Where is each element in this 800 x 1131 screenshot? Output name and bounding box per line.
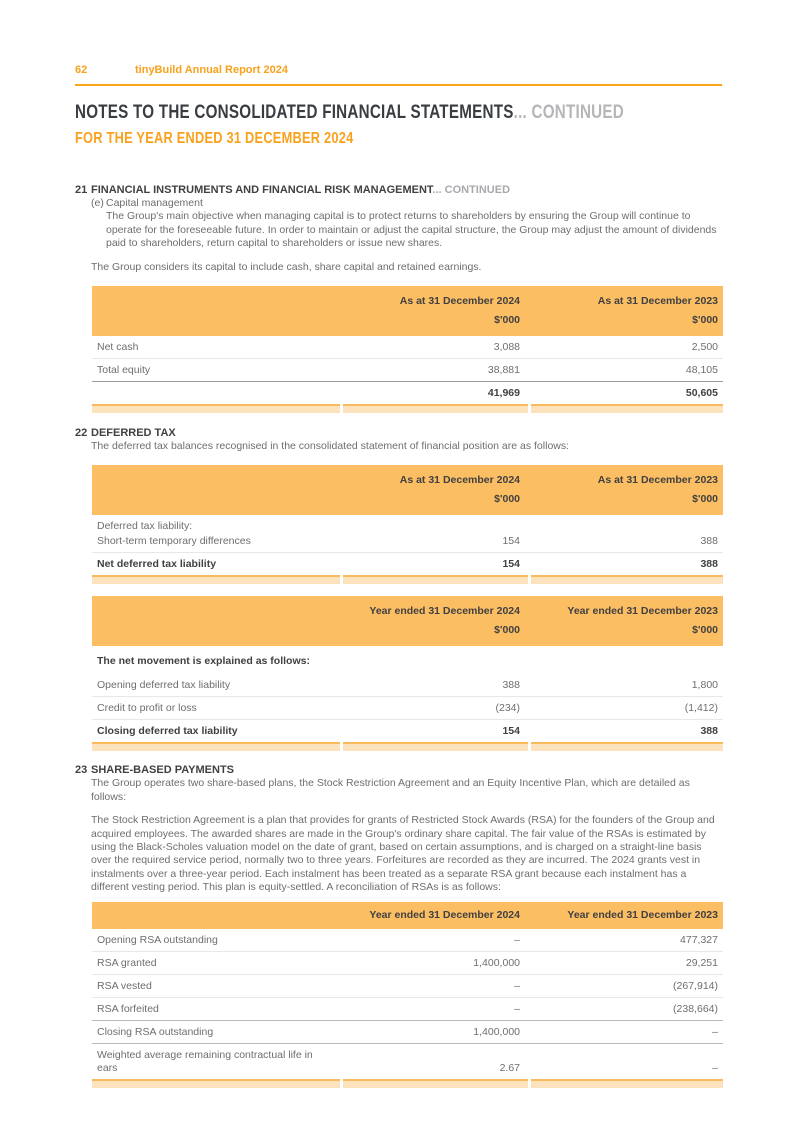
cell-value: –	[525, 1043, 723, 1079]
column-header: $'000	[525, 621, 723, 646]
cell-value	[340, 646, 525, 674]
cell-value: (234)	[340, 697, 525, 720]
row-label: Net cash	[92, 336, 340, 359]
header-spacer-cell	[92, 311, 340, 336]
header-spacer-cell	[92, 286, 340, 311]
cell-value: 388	[340, 674, 525, 697]
section-21	[75, 184, 722, 413]
capital-management-paragraph: The Group's main objective when managing capital is to protect returns to shareholders by ensuring the Group will continue to operate for the foreseeable future. In order to maintain or adjust the capital structure, the Group may adjust the amount of dividends paid to shareholders, return capital to shareholders or issue new shares.	[106, 210, 717, 250]
table-row	[92, 646, 723, 674]
section-22-title: DEFERRED TAX	[91, 427, 176, 440]
column-header: Year ended 31 December 2024	[340, 596, 525, 621]
header-spacer-cell	[92, 596, 340, 621]
capital-management-subheading	[91, 197, 722, 210]
row-label: Weighted average remaining contractual life in ears	[92, 1043, 340, 1079]
row-label: Net deferred tax liability	[92, 553, 340, 576]
row-label: The net movement is explained as follows:	[97, 655, 310, 668]
cell-value: 477,327	[525, 929, 723, 952]
deferred-tax-position-table	[92, 465, 723, 575]
share-plans-paragraph: The Group operates two share-based plans, the Stock Restriction Agreement and an Equity Incentive Plan, which are detailed as follows:	[91, 777, 690, 803]
table-row	[92, 336, 723, 359]
section-21-continued: ... CONTINUED	[432, 184, 511, 196]
subsection-title: Capital management	[106, 197, 203, 209]
cell-value: (1,412)	[525, 697, 723, 720]
column-header: As at 31 December 2023	[525, 465, 723, 490]
table-footer-bar	[92, 742, 723, 751]
section-21-number: 21	[75, 184, 88, 196]
cell-value: –	[340, 929, 525, 952]
page-number: 62	[75, 64, 88, 76]
column-header: As at 31 December 2023	[525, 286, 723, 311]
table-row	[92, 720, 723, 743]
table-row	[92, 359, 723, 382]
document-subtitle: FOR THE YEAR ENDED 31 DECEMBER 2024	[75, 130, 354, 147]
section-23	[75, 764, 722, 1087]
column-header: $'000	[340, 621, 525, 646]
rsa-description-paragraph: The Stock Restriction Agreement is a plan that provides for grants of Restricted Stock Awards (RSA) for the founders of the Group and acquired employees. The awarded shares are made in the Group's ordinary share capital. The fair value of the RSAs is estimated by using the Black-Scholes valuation model on the date of grant, based on certain assumptions, and is charged on a straight-line basis over the required service period, normally two to three years. Forfeitures are recorded as they are incurred. The 2024 grants vest in instalments over a three-year period. Each instalment has been treated as a separate RSA grant because each instalment has a different vesting period. This plan is equity-settled. A reconciliation of RSAs is as follows:	[91, 814, 715, 894]
section-23-number: 23	[75, 764, 88, 777]
cell-value: 154	[340, 515, 525, 553]
table-row	[92, 674, 723, 697]
running-header	[75, 64, 722, 86]
table-row	[92, 974, 723, 997]
cell-value: 154	[340, 720, 525, 743]
column-header: $'000	[340, 311, 525, 336]
header-spacer-cell	[92, 465, 340, 490]
cell-value: (238,664)	[673, 1002, 718, 1015]
cell-value	[525, 646, 723, 674]
cell-value: –	[514, 1002, 520, 1015]
table-row	[92, 997, 723, 1020]
subsection-letter: (e)	[91, 197, 104, 209]
column-header: As at 31 December 2024	[340, 465, 525, 490]
cell-value: 388	[525, 515, 723, 553]
deferred-tax-paragraph: The deferred tax balances recognised in the consolidated statement of financial position are as follows:	[91, 440, 570, 453]
section-23-title: SHARE-BASED PAYMENTS	[91, 764, 235, 777]
column-header: Year ended 31 December 2023	[525, 902, 723, 929]
section-23-body	[91, 777, 722, 894]
report-title: tinyBuild Annual Report 2024	[135, 64, 289, 76]
header-spacer-cell	[92, 621, 340, 646]
section-21-heading	[75, 184, 722, 197]
section-21-body	[91, 197, 722, 274]
rsa-reconciliation-table	[92, 902, 723, 1079]
table-row	[92, 951, 723, 974]
table-footer-bar	[92, 1079, 723, 1088]
table-footer-bar	[92, 575, 723, 584]
cell-value: –	[340, 974, 525, 997]
section-23-heading	[75, 764, 722, 777]
header-spacer-cell	[92, 902, 340, 929]
document-title-continued: ... CONTINUED	[513, 102, 624, 123]
table-row	[92, 1043, 723, 1079]
table-row	[92, 929, 723, 952]
cell-value: 2,500	[525, 336, 723, 359]
column-header: Year ended 31 December 2024	[340, 902, 525, 929]
row-label: Credit to profit or loss	[92, 697, 340, 720]
document-title	[75, 102, 722, 123]
column-header: $'000	[525, 490, 723, 515]
table-row	[92, 1020, 723, 1043]
row-label: RSA vested	[92, 974, 340, 997]
cell-value: 29,251	[525, 951, 723, 974]
section-22-body	[91, 440, 722, 453]
capital-management-paragraph-row	[91, 210, 722, 250]
cell-value: 3,088	[340, 336, 525, 359]
row-label: Closing RSA outstanding	[92, 1020, 340, 1043]
column-header: $'000	[525, 311, 723, 336]
row-label	[92, 382, 340, 405]
cell-value: 1,400,000	[340, 1020, 525, 1043]
cell-value: –	[525, 1020, 723, 1043]
capital-composition-paragraph: The Group considers its capital to include cash, share capital and retained earnings.	[91, 260, 482, 273]
row-label: Deferred tax liability: Short-term temporary differences	[92, 515, 340, 553]
table-row	[92, 382, 723, 405]
section-22-heading	[75, 427, 722, 440]
cell-value: (267,914)	[525, 974, 723, 997]
table-row	[92, 553, 723, 576]
header-spacer-cell	[92, 490, 340, 515]
capital-table	[92, 286, 723, 404]
section-21-title: FINANCIAL INSTRUMENTS AND FINANCIAL RISK MANAGEMENT... CONTINUED	[91, 184, 511, 196]
column-header: $'000	[340, 490, 525, 515]
row-label: Closing deferred tax liability	[92, 720, 340, 743]
cell-value: 2.67	[340, 1043, 525, 1079]
row-label: RSA forfeited	[97, 1002, 159, 1015]
cell-value: 50,605	[525, 382, 723, 405]
cell-value: 388	[525, 720, 723, 743]
document-title-main: NOTES TO THE CONSOLIDATED FINANCIAL STATEMENTS	[75, 102, 514, 123]
row-label: RSA granted	[92, 951, 340, 974]
row-label: Opening deferred tax liability	[92, 674, 340, 697]
section-22	[75, 427, 722, 751]
table-footer-bar	[92, 404, 723, 413]
cell-value: 38,881	[487, 364, 520, 377]
cell-value: 154	[340, 553, 525, 576]
row-label: Opening RSA outstanding	[92, 929, 340, 952]
cell-value: 41,969	[340, 382, 525, 405]
cell-value: 48,105	[685, 364, 718, 377]
column-header: Year ended 31 December 2023	[525, 596, 723, 621]
table-row	[92, 697, 723, 720]
row-label: Total equity	[97, 364, 151, 377]
deferred-tax-movement-table	[92, 596, 723, 742]
cell-value: 1,800	[525, 674, 723, 697]
table-row	[92, 515, 723, 553]
section-22-number: 22	[75, 427, 88, 440]
column-header: As at 31 December 2024	[340, 286, 525, 311]
cell-value: 388	[525, 553, 723, 576]
cell-value: 1,400,000	[340, 951, 525, 974]
